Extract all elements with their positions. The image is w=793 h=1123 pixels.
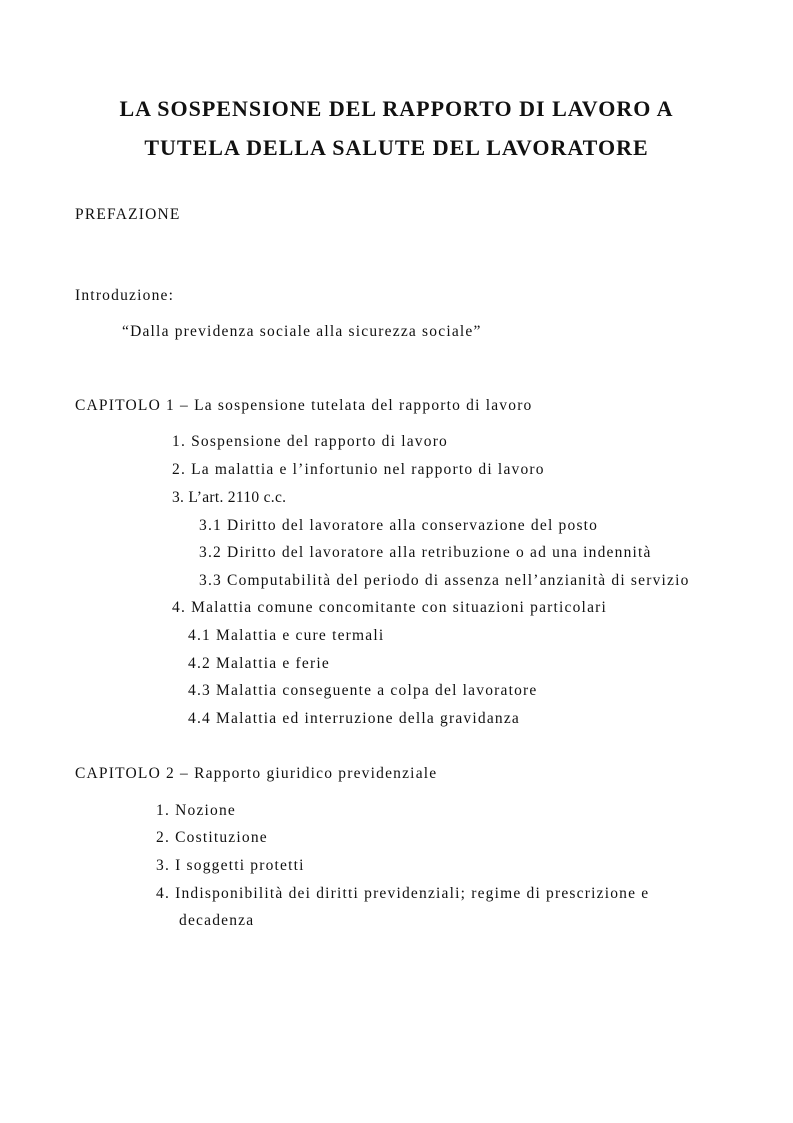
document-title-line-1: LA SOSPENSIONE DEL RAPPORTO DI LAVORO A	[119, 96, 674, 121]
chapter-1-item: 4. Malattia comune concomitante con situazioni particolari	[172, 599, 608, 616]
intro-label: Introduzione:	[75, 287, 175, 304]
chapter-2-heading: CAPITOLO 2 – Rapporto giuridico previdenziale	[75, 765, 438, 782]
chapter-2-item: 2. Costituzione	[156, 829, 268, 846]
chapter-2-item: 1. Nozione	[156, 802, 237, 819]
chapter-1-item: 2. La malattia e l’infortunio nel rapporto di lavoro	[172, 461, 545, 478]
chapter-1-subitem: 4.2 Malattia e ferie	[188, 655, 330, 672]
chapter-2-item-continuation: decadenza	[179, 912, 255, 929]
chapter-2-item: 3. I soggetti protetti	[156, 857, 305, 874]
chapter-1-subitem: 3.2 Diritto del lavoratore alla retribuzione o ad una indennità	[199, 544, 652, 561]
chapter-1-heading: CAPITOLO 1 – La sospensione tutelata del rapporto di lavoro	[75, 397, 533, 414]
chapter-1-item: 3. L’art. 2110 c.c.	[172, 489, 287, 506]
chapter-1-subitem: 4.4 Malattia ed interruzione della gravidanza	[188, 710, 521, 727]
chapter-1-subitem: 4.3 Malattia conseguente a colpa del lavoratore	[188, 682, 538, 699]
chapter-2-item: 4. Indisponibilità dei diritti previdenziali; regime di prescrizione e	[156, 885, 650, 902]
chapter-1-subitem: 3.3 Computabilità del periodo di assenza nell’anzianità di servizio	[199, 572, 690, 589]
preface-heading: PREFAZIONE	[75, 206, 181, 223]
chapter-1-subitem: 3.1 Diritto del lavoratore alla conservazione del posto	[199, 517, 599, 534]
chapter-1-item: 1. Sospensione del rapporto di lavoro	[172, 433, 448, 450]
intro-subtitle: “Dalla previdenza sociale alla sicurezza sociale”	[122, 323, 482, 340]
chapter-1-subitem: 4.1 Malattia e cure termali	[188, 627, 385, 644]
document-title-line-2: TUTELA DELLA SALUTE DEL LAVORATORE	[144, 135, 649, 160]
